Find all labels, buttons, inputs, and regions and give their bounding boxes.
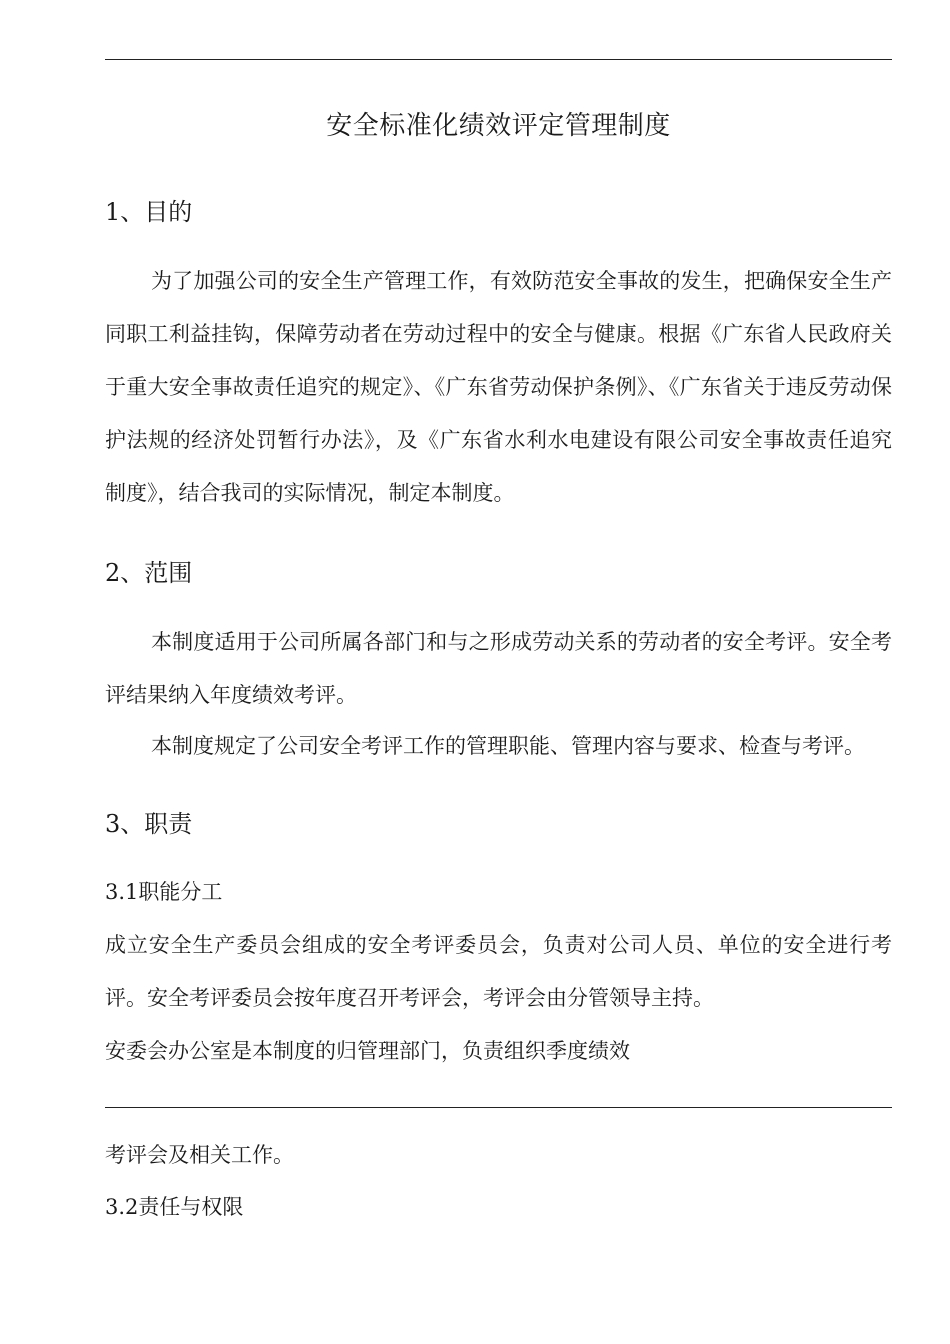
section-2-heading: 2、范围 bbox=[105, 559, 193, 587]
section-1-paragraph: 为了加强公司的安全生产管理工作，有效防范安全事故的发生，把确保安全生产同职工利益挂钩，保障劳动者在劳动过程中的安全与健康。根据《广东省人民政府关于重大安全事故责任追究的规定》、《广东省劳动保护条例》、《广东省关于违反劳动保护法规的经济处罚暂行办法》，及《广东省水利水电建设有限公司安全事故责任追究制度》，结合我司的实际情况，制定本制度。 bbox=[105, 269, 892, 505]
section-1-heading: 1、目的 bbox=[105, 198, 193, 226]
section-2-paragraph-1: 本制度适用于公司所属各部门和与之形成劳动关系的劳动者的安全考评。安全考评结果纳入年度绩效考评。 bbox=[105, 630, 892, 707]
document-title: 安全标准化绩效评定管理制度 bbox=[326, 111, 671, 141]
subsection-3-1-heading: 3.1职能分工 bbox=[105, 880, 223, 904]
continued-text: 考评会及相关工作。 bbox=[105, 1143, 294, 1167]
subsection-3-1-paragraph-2: 安委会办公室是本制度的归管理部门，负责组织季度绩效 bbox=[105, 1039, 630, 1063]
top-rule bbox=[105, 59, 892, 60]
page-break-rule bbox=[105, 1107, 892, 1108]
section-3-heading: 3、职责 bbox=[105, 810, 193, 838]
section-2-paragraph-2: 本制度规定了公司安全考评工作的管理职能、管理内容与要求、检查与考评。 bbox=[151, 734, 865, 758]
subsection-3-2-heading: 3.2责任与权限 bbox=[105, 1195, 244, 1219]
subsection-3-1-paragraph-1: 成立安全生产委员会组成的安全考评委员会，负责对公司人员、单位的安全进行考评。安全考评委员会按年度召开考评会，考评会由分管领导主持。 bbox=[105, 933, 892, 1010]
